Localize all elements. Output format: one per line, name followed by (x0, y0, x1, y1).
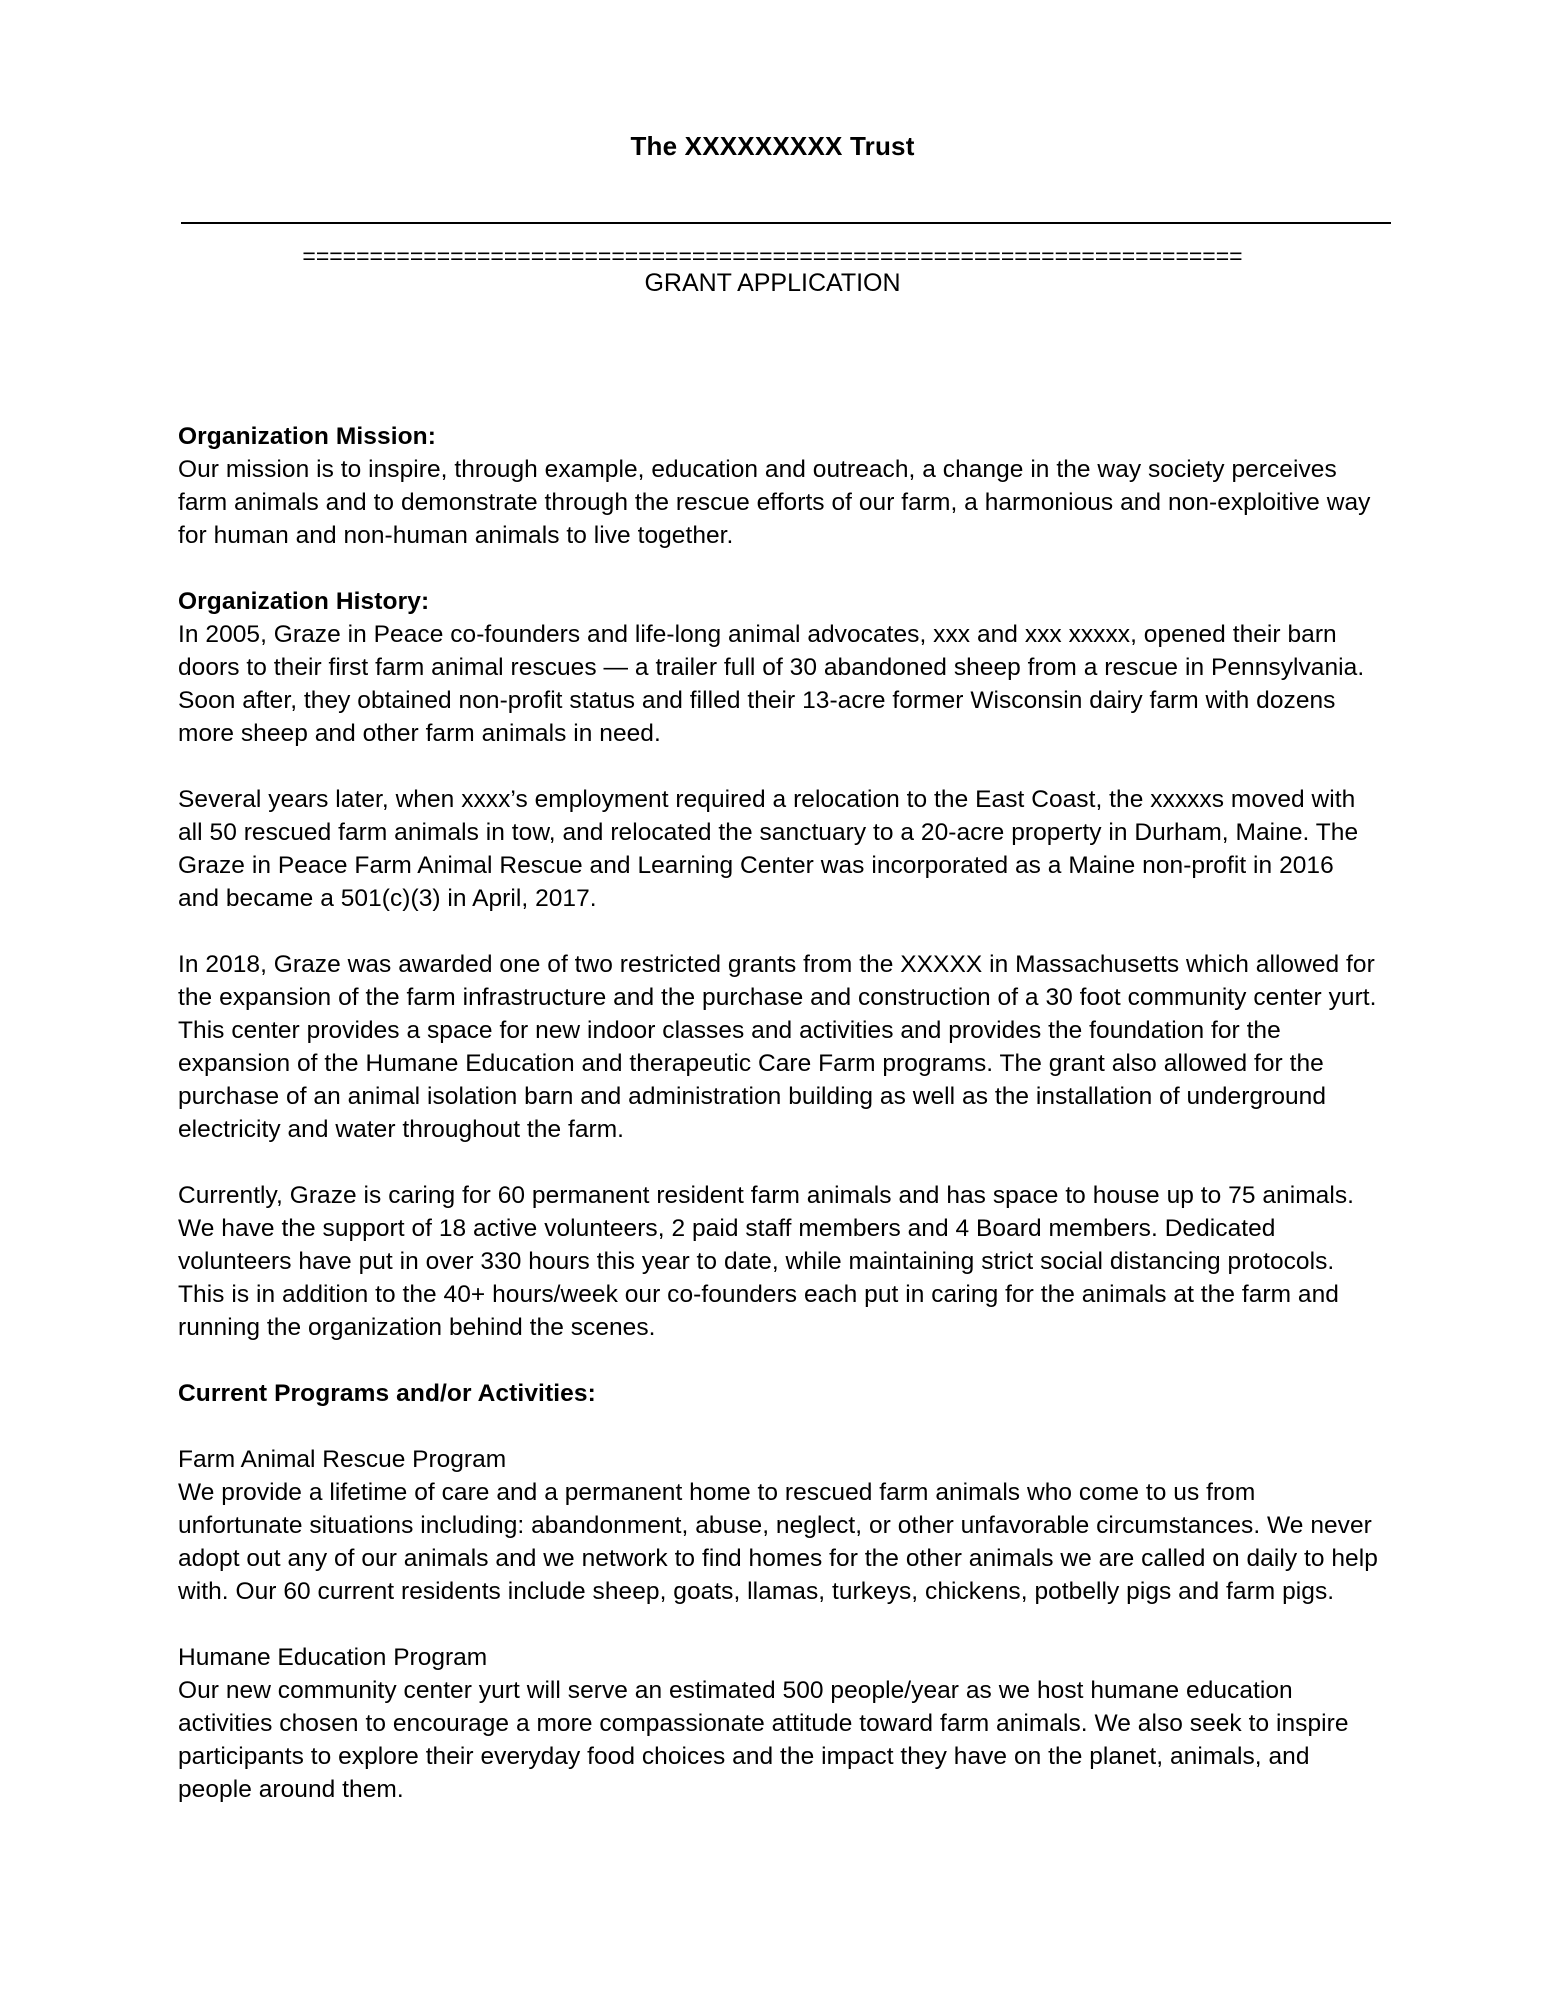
program-body-humane-education: Our new community center yurt will serve an estimated 500 people/year as we host humane education activities chosen to encourage a more compassionate attitude toward farm animals. We also seek to inspire participants to explore their everyday food choices and the impact they have on the planet, animals, and people around them. (178, 1677, 1349, 1803)
page-title: The XXXXXXXXX Trust (630, 131, 915, 161)
history-paragraph-2-wrap (178, 783, 1378, 915)
history-paragraph-1: In 2005, Graze in Peace co-founders and life-long animal advocates, xxx and xxx xxxxx, opened their barn doors to their first farm animal rescues — a trailer full of 30 abandoned sheep from a rescue in Pennsylvania. Soon after, they obtained non-profit status and filled their 13-acre former Wisconsin dairy farm with dozens more sheep and other farm animals in need. (178, 621, 1365, 747)
program-farm-animal-rescue (178, 1443, 1378, 1608)
programs-heading: Current Programs and/or Activities: (178, 1380, 596, 1407)
program-body-farm-animal-rescue: We provide a lifetime of care and a permanent home to rescued farm animals who come to us from unfortunate situations including: abandonment, abuse, neglect, or other unfavorable circumstances. We never adopt out any of our animals and we network to find homes for the other animals we are called on daily to help with. Our 60 current residents include sheep, goats, llamas, turkeys, chickens, potbelly pigs and farm pigs. (178, 1479, 1378, 1605)
mission-heading: Organization Mission: (178, 423, 436, 450)
history-paragraph-2: Several years later, when xxxx’s employment required a relocation to the East Coast, the xxxxxs moved with all 50 rescued farm animals in tow, and relocated the sanctuary to a 20-acre property in Durham, Maine. The Graze in Peace Farm Animal Rescue and Learning Center was incorporated as a Maine non-profit in 2016 and became a 501(c)(3) in April, 2017. (178, 786, 1359, 912)
history-paragraph-3-wrap (178, 948, 1378, 1146)
section-organization-history (178, 585, 1378, 750)
history-heading: Organization History: (178, 588, 430, 615)
section-organization-mission (178, 420, 1378, 552)
history-paragraph-4-wrap (178, 1179, 1378, 1344)
program-title-humane-education: Humane Education Program (178, 1644, 488, 1671)
document-subtitle: GRANT APPLICATION (644, 269, 901, 297)
section-current-programs (178, 1377, 1378, 1410)
document-body (178, 420, 1378, 1806)
history-paragraph-4: Currently, Graze is caring for 60 permanent resident farm animals and has space to house up to 75 animals. We have the support of 18 active volunteers, 2 paid staff members and 4 Board members. Dedicated volunteers have put in over 330 hours this year to date, while maintaining strict social distancing protocols. This is in addition to the 40+ hours/week our co-founders each put in caring for the animals at the farm and running the organization behind the scenes. (178, 1182, 1354, 1341)
history-paragraph-3: In 2018, Graze was awarded one of two restricted grants from the XXXXX in Massachusetts which allowed for the expansion of the farm infrastructure and the purchase and construction of a 30 foot community center yurt. This center provides a space for new indoor classes and activities and provides the foundation for the expansion of the Humane Education and therapeutic Care Farm programs. The grant also allowed for the purchase of an animal isolation barn and administration building as well as the installation of underground electricity and water throughout the farm. (178, 951, 1377, 1143)
equals-separator-line: ====================================================================== (302, 243, 1243, 269)
header-divider (181, 222, 1391, 224)
program-title-farm-animal-rescue: Farm Animal Rescue Program (178, 1446, 507, 1473)
program-humane-education (178, 1641, 1378, 1806)
mission-body: Our mission is to inspire, through example, education and outreach, a change in the way society perceives farm animals and to demonstrate through the rescue efforts of our farm, a harmonious and non-exploitive way for human and non-human animals to live together. (178, 456, 1371, 549)
